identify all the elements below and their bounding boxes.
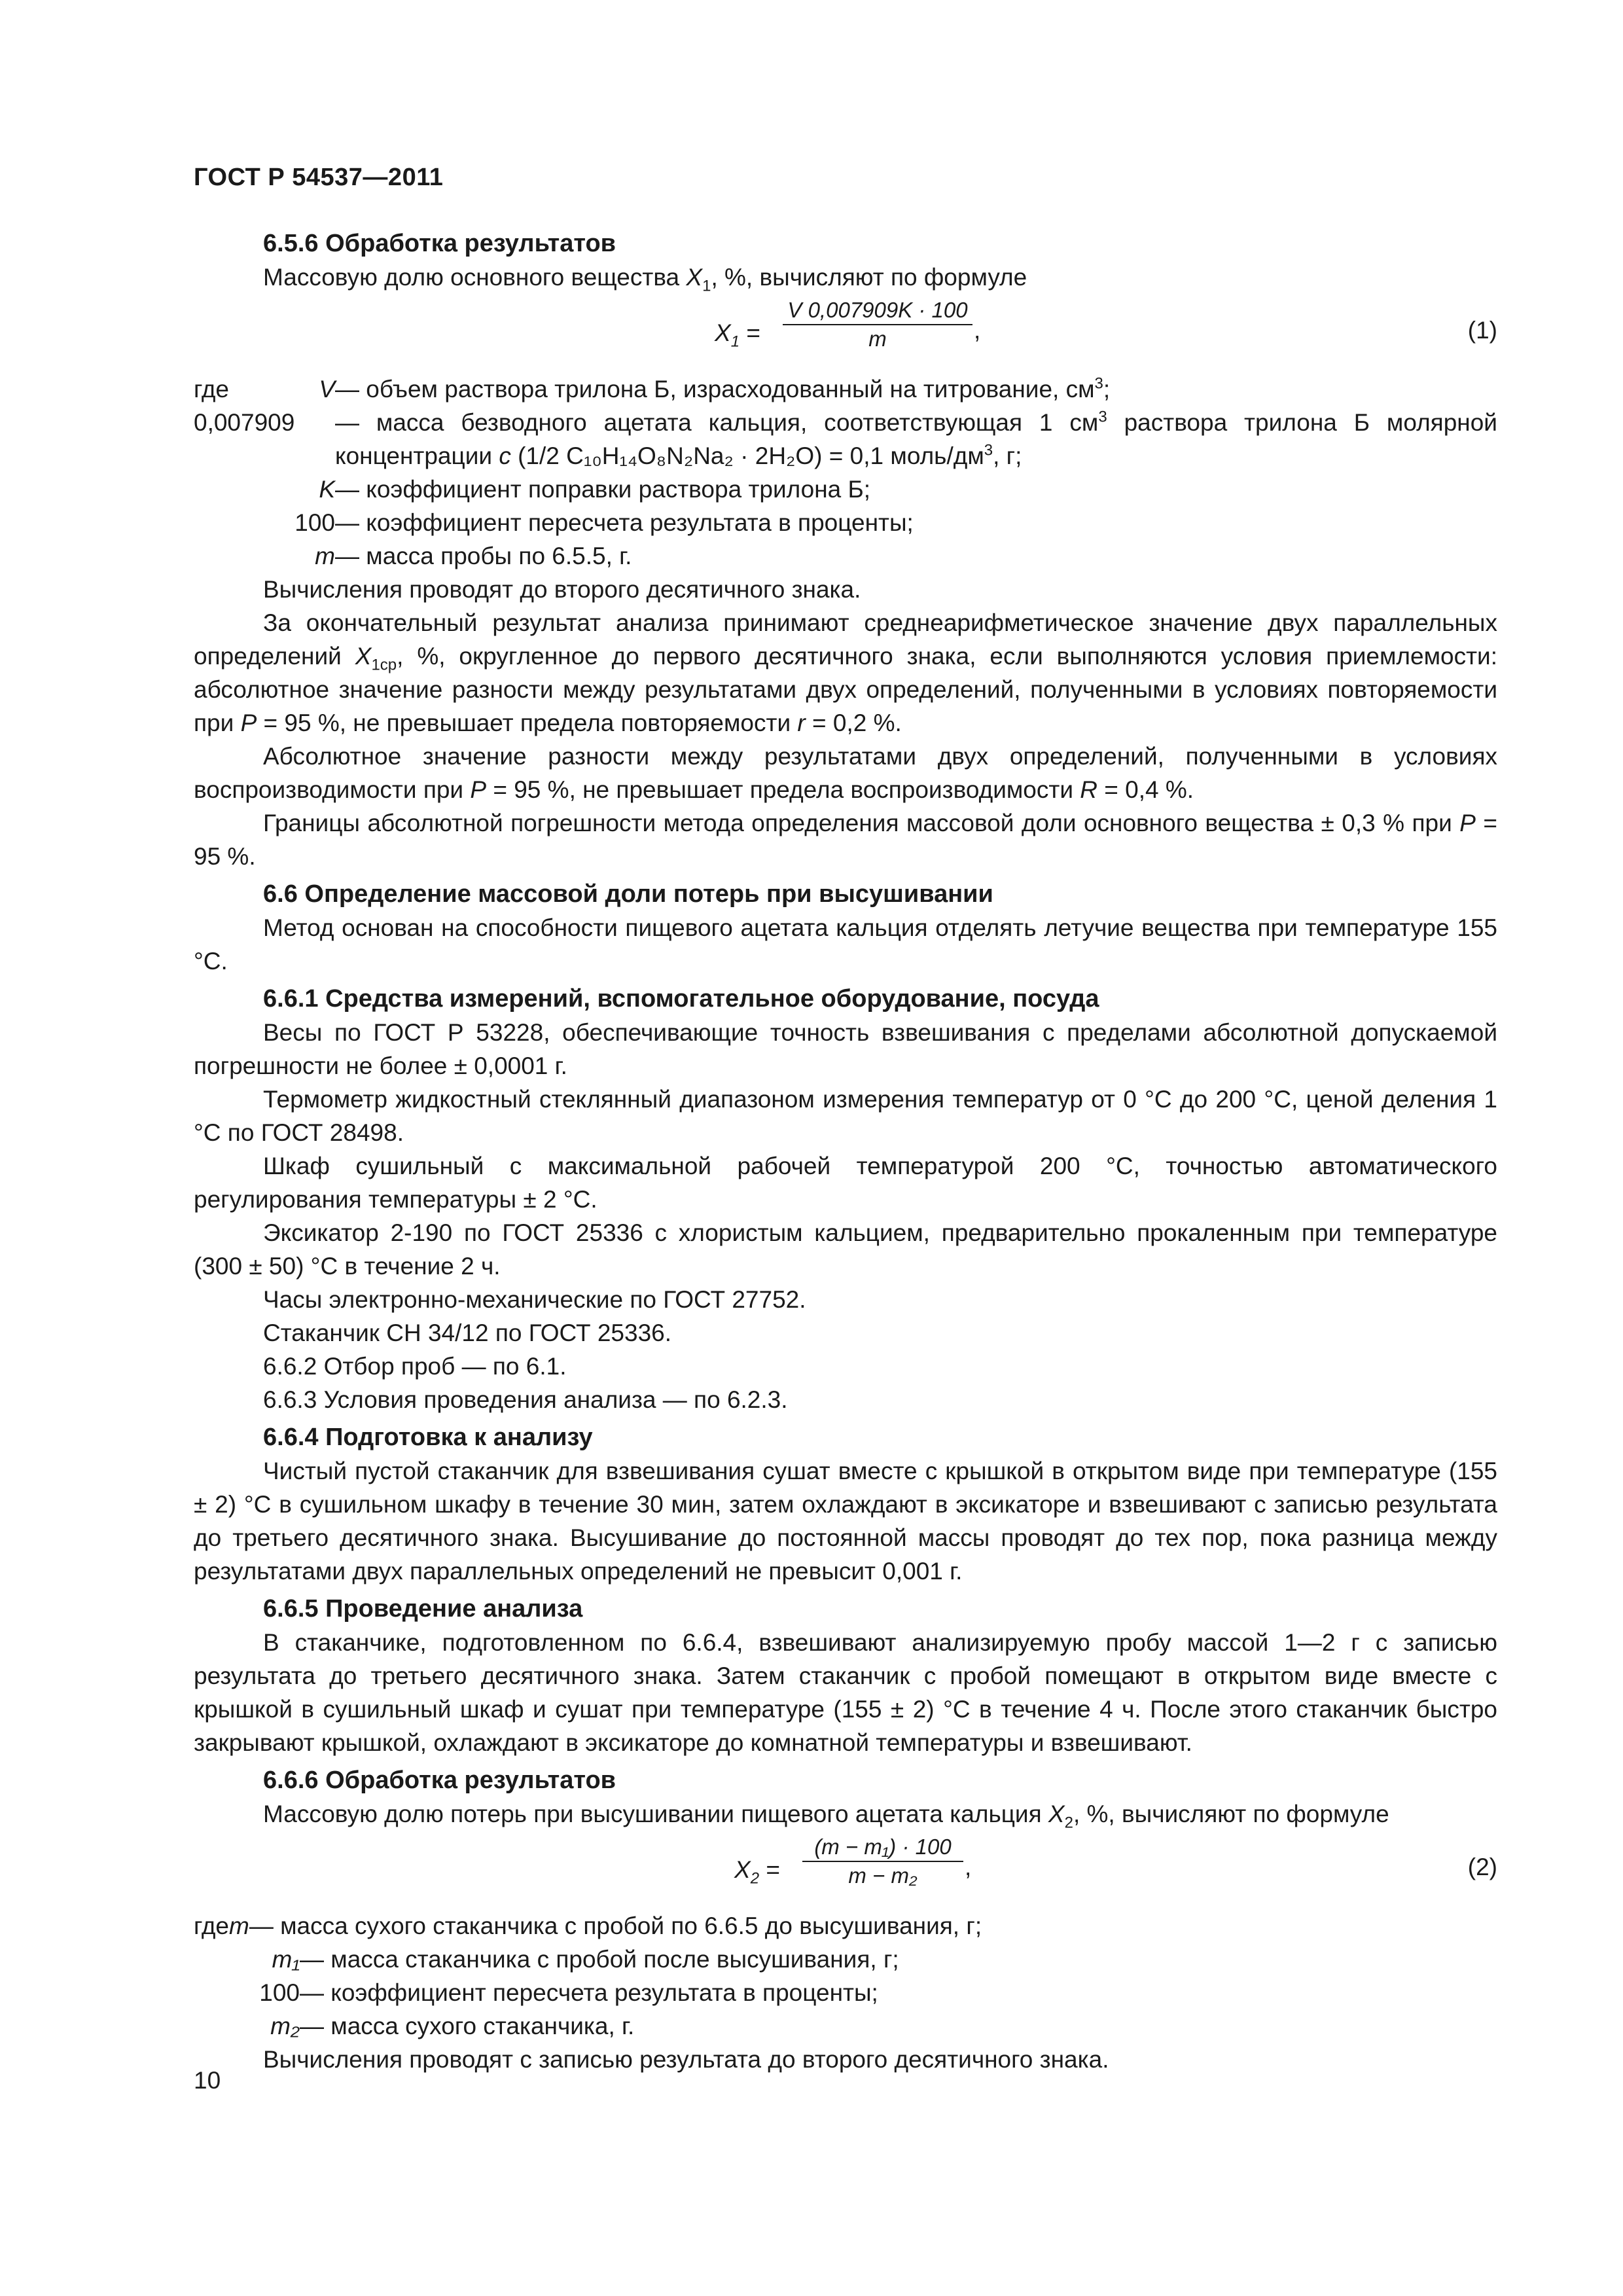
section-heading-6-6-4: 6.6.4 Подготовка к анализу xyxy=(263,1424,593,1451)
legend-row: 0,007909 — масса безводного ацетата кальция, соответствующая 1 $см^3$ раствора трилона Б молярной концентрации c (1/2 C₁₀H₁₄O₈N₂Na₂ · 2H₂O) = 0,1 моль/$дм^3$, г; xyxy=(194,408,1497,469)
legend-row: K — коэффициент поправки раствора трилона Б; xyxy=(319,476,871,503)
formula-legend xyxy=(194,1909,1497,2043)
formula-number: (2) xyxy=(1467,1854,1497,1880)
legend-row: 100 — коэффициент пересчета результата в проценты; xyxy=(259,1979,878,2006)
formula-1: $X_1$ = V 0,007909K · 100 m , (1) xyxy=(194,294,1497,370)
paragraph: Массовую долю потерь при высушивании пищевого ацетата кальция $X_2$, %, вычисляют по формуле xyxy=(263,1801,1389,1832)
paragraph: Абсолютное значение разности между результатами двух определений, полученными в условиях воспроизводимости при P = 95 %, не превышает предела воспроизводимости R = 0,4 %. xyxy=(194,743,1497,803)
section-heading-6-5-6: 6.5.6 Обработка результатов xyxy=(263,230,616,257)
paragraph: Вычисления проводят с записью результата до второго десятичного знака. xyxy=(263,2046,1109,2073)
formula-number: (1) xyxy=(1467,317,1497,344)
section-heading-6-6-1: 6.6.1 Средства измерений, вспомогательное оборудование, посуда xyxy=(263,985,1099,1013)
formula-legend xyxy=(194,372,1497,573)
paragraph: Часы электронно-механические по ГОСТ 27752. xyxy=(263,1286,806,1313)
document-body xyxy=(194,223,1497,2076)
paragraph: Чистый пустой стаканчик для взвешивания сушат вместе с крышкой в открытом виде при температуре (155 ± 2) °С в сушильном шкафу в течение 30 мин, затем охлаждают в эксикаторе и взвешивают с записью результата до третьего десятичного знака. Высушивание до постоянной массы проводят до тех пор, пока разница между результатами двух параллельных определений не превысит 0,001 г. xyxy=(194,1458,1497,1585)
paragraph: Эксикатор 2-190 по ГОСТ 25336 с хлористым кальцием, предварительно прокаленным при температуре (300 ± 50) °С в течение 2 ч. xyxy=(194,1219,1497,1280)
legend-row: m₂ — масса сухого стаканчика, г. xyxy=(270,2013,635,2039)
legend-row: где m — масса сухого стаканчика с пробой по 6.6.5 до высушивания, г; xyxy=(194,1912,982,1939)
legend-row: m₁ — масса стаканчика с пробой после высушивания, г; xyxy=(272,1946,899,1973)
formula-fraction: V 0,007909K · 100 m xyxy=(783,296,972,353)
paragraph: Термометр жидкостный стеклянный диапазоном измерения температур от 0 °С до 200 °С, ценой деления 1 °С по ГОСТ 28498. xyxy=(194,1086,1497,1146)
paragraph: 6.6.2 Отбор проб — по 6.1. xyxy=(263,1353,567,1380)
formula-fraction: (m − m₁) · 100 m − m₂ xyxy=(802,1833,963,1890)
paragraph: Стаканчик СН 34/12 по ГОСТ 25336. xyxy=(263,1319,672,1346)
section-heading-6-6-5: 6.6.5 Проведение анализа xyxy=(263,1595,583,1623)
legend-row: 100 — коэффициент пересчета результата в проценты; xyxy=(294,509,914,536)
page-number: 10 xyxy=(194,2067,221,2094)
paragraph: За окончательный результат анализа принимают среднеарифметическое значение двух параллельных определений $X_{1ср}$, %, округленное до первого десятичного знака, если выполняются условия приемлемости: абсолютное значение разности между результатами двух определений, полученными в условиях повторяемости при P = 95 %, не превышает предела повторяемости r = 0,2 %. xyxy=(194,609,1497,736)
formula-2: $X_2$ = (m − m₁) · 100 m − m₂ , (2) xyxy=(194,1831,1497,1907)
paragraph: Метод основан на способности пищевого ацетата кальция отделять летучие вещества при температуре 155 °С. xyxy=(194,914,1497,975)
legend-row: m — масса пробы по 6.5.5, г. xyxy=(315,543,632,569)
section-heading-6-6-6: 6.6.6 Обработка результатов xyxy=(263,1767,616,1794)
paragraph: Массовую долю основного вещества $X_1$, %, вычисляют по формуле xyxy=(263,264,1027,295)
paragraph: Шкаф сушильный с максимальной рабочей температурой 200 °С, точностью автоматического регулирования температуры ± 2 °С. xyxy=(194,1153,1497,1213)
section-heading-6-6: 6.6 Определение массовой доли потерь при высушивании xyxy=(263,880,993,908)
formula-lhs: $X_1$ = xyxy=(715,319,760,351)
paragraph: 6.6.3 Условия проведения анализа — по 6.2.3. xyxy=(263,1386,788,1413)
paragraph: Весы по ГОСТ Р 53228, обеспечивающие точность взвешивания с пределами абсолютной допускаемой погрешности не более ± 0,0001 г. xyxy=(194,1019,1497,1079)
document-header: ГОСТ Р 54537—2011 xyxy=(194,164,444,191)
formula-lhs: $X_2$ = xyxy=(734,1856,780,1888)
paragraph: Вычисления проводят до второго десятичного знака. xyxy=(263,576,861,603)
legend-row: где V — объем раствора трилона Б, израсходованный на титрование, $см^3$; xyxy=(194,374,1111,403)
paragraph: Границы абсолютной погрешности метода определения массовой доли основного вещества ± 0,3 % при P = 95 %. xyxy=(194,810,1497,870)
paragraph: В стаканчике, подготовленном по 6.6.4, взвешивают анализируемую пробу массой 1—2 г с записью результата до третьего десятичного знака. Затем стаканчик с пробой помещают в открытом виде вместе с крышкой в сушильный шкаф и сушат при температуре (155 ± 2) °С в течение 4 ч. После этого стаканчик быстро закрывают крышкой, охлаждают в эксикаторе до комнатной температуры и взвешивают. xyxy=(194,1629,1497,1756)
